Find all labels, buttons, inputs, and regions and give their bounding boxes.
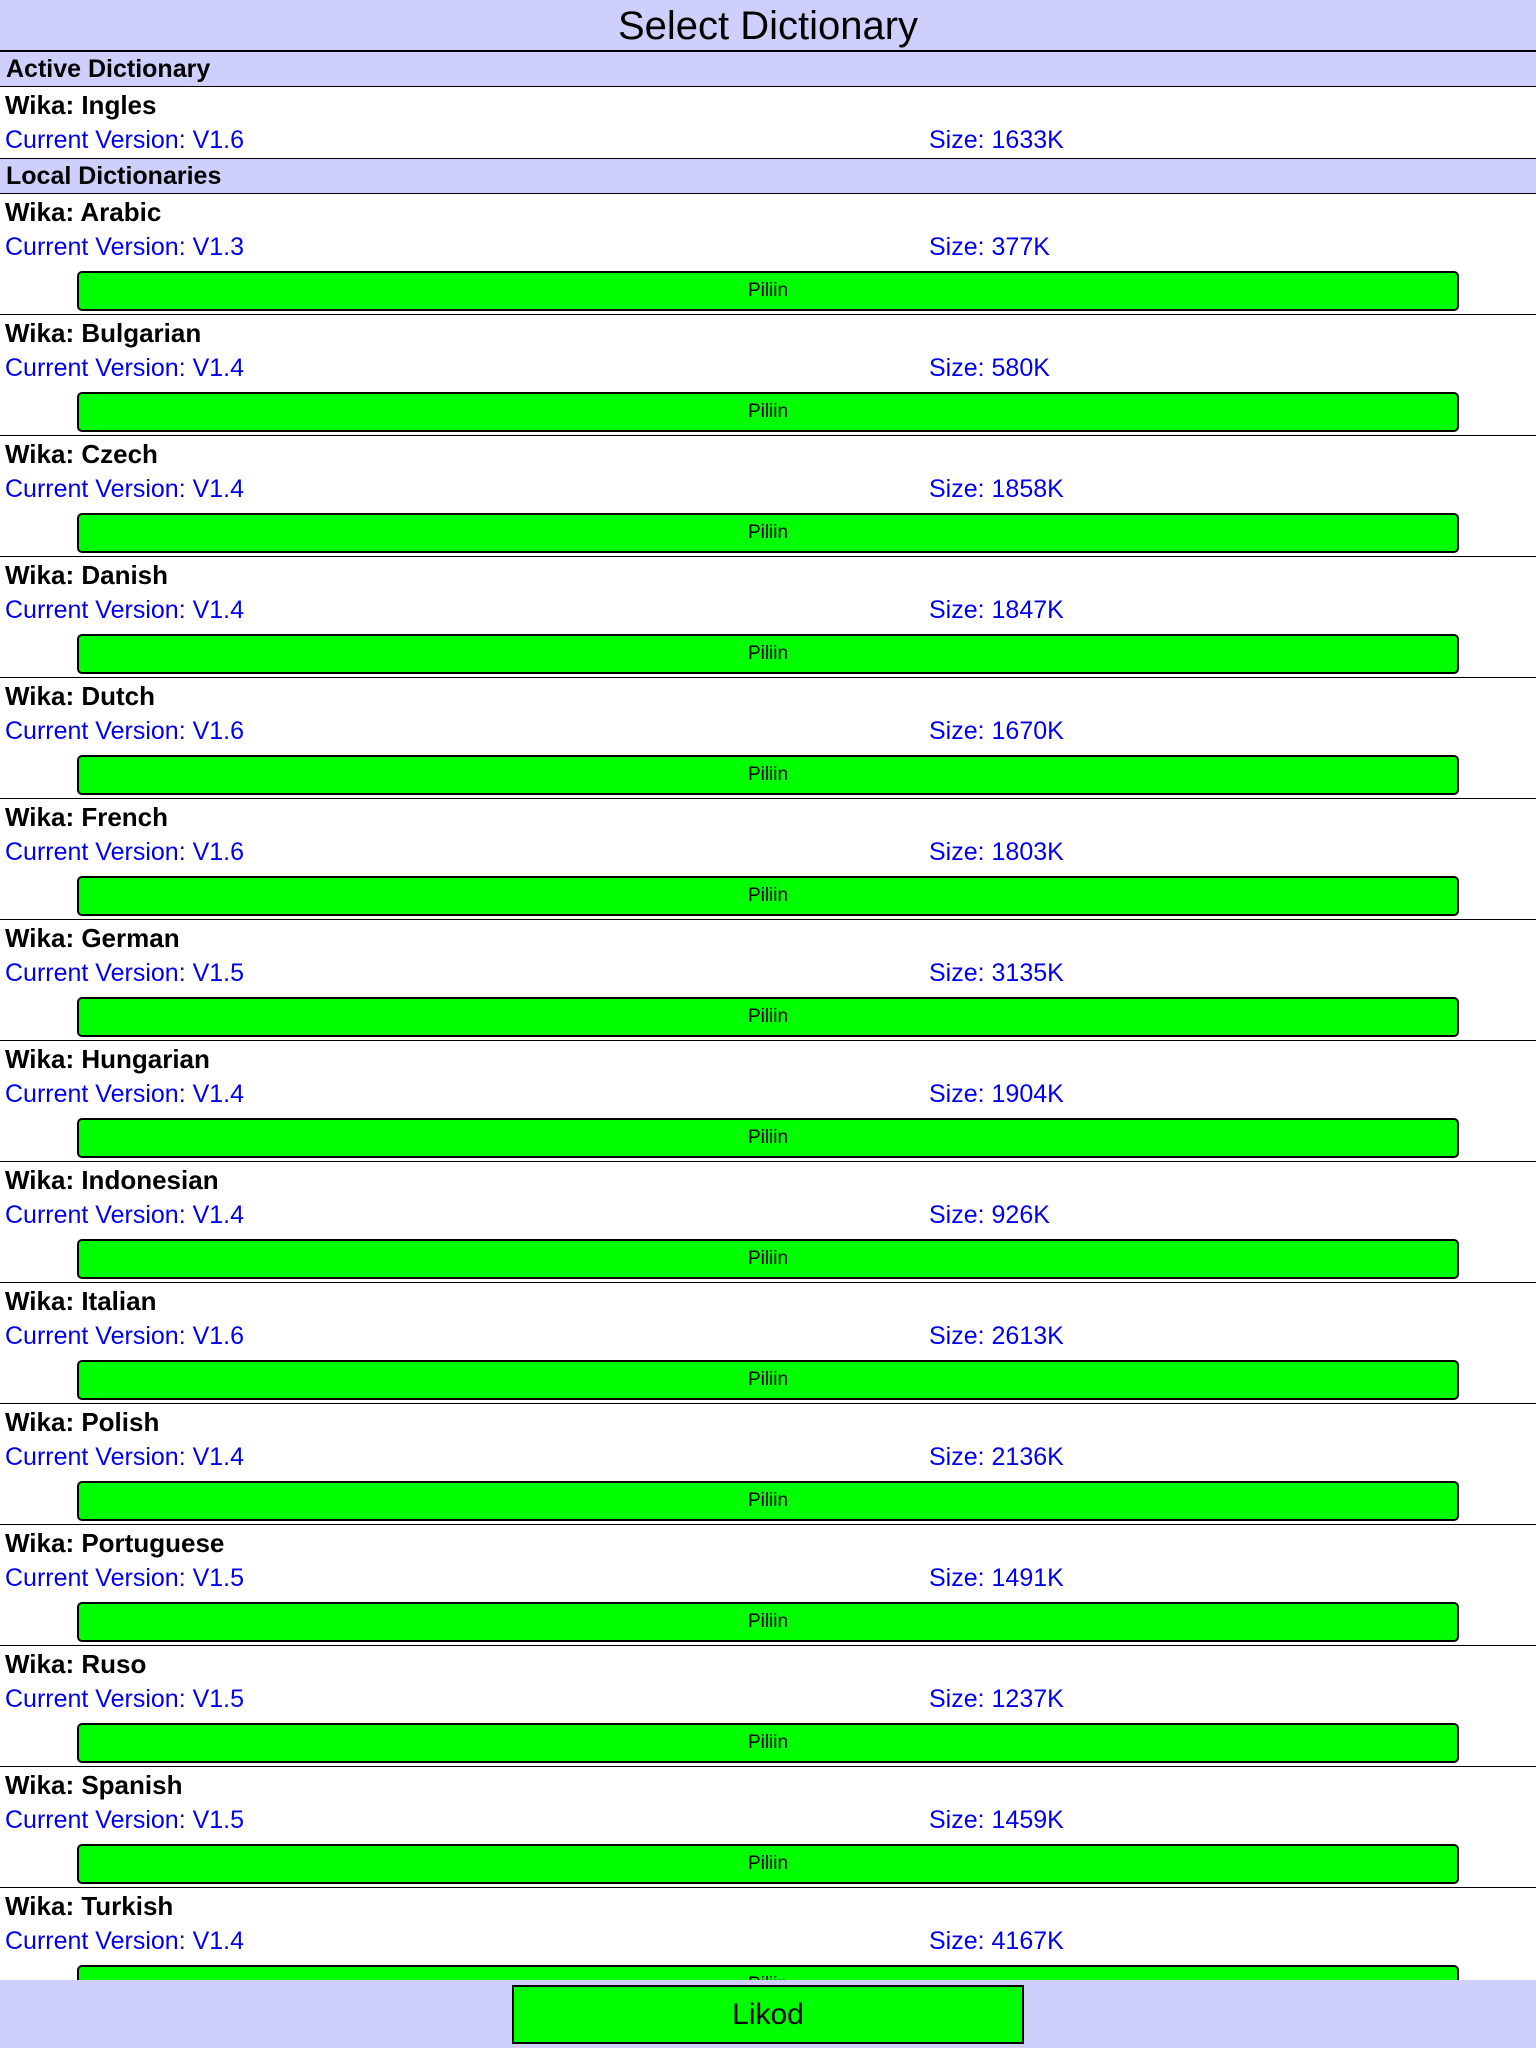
dictionary-name: Wika: Czech — [5, 439, 158, 469]
dictionary-list[interactable] — [0, 52, 1536, 1980]
local-dictionary-item — [0, 1162, 1536, 1283]
dictionary-size: Size: 377K — [929, 233, 1050, 261]
local-dictionary-item — [0, 920, 1536, 1041]
dictionary-name: Wika: Turkish — [5, 1891, 174, 1921]
dictionary-size: Size: 1633K — [929, 126, 1064, 154]
local-dictionary-item — [0, 1646, 1536, 1767]
dictionary-name: Wika: Italian — [5, 1286, 157, 1316]
local-dictionary-item — [0, 1041, 1536, 1162]
local-dictionary-item — [0, 194, 1536, 315]
select-dictionary-button[interactable]: Piliin — [77, 392, 1459, 432]
active-dictionary-header: Active Dictionary — [0, 52, 1536, 87]
local-dictionaries-header: Local Dictionaries — [0, 159, 1536, 194]
dictionary-version: Current Version: V1.5 — [5, 1806, 245, 1834]
dictionary-version: Current Version: V1.4 — [5, 1443, 245, 1471]
dictionary-version: Current Version: V1.4 — [5, 596, 245, 624]
local-dictionary-list — [0, 194, 1536, 2009]
local-dictionary-item — [0, 557, 1536, 678]
dictionary-name: Wika: Ingles — [5, 90, 157, 120]
dictionary-size: Size: 2613K — [929, 1322, 1064, 1350]
dictionary-name: Wika: Indonesian — [5, 1165, 219, 1195]
dictionary-version: Current Version: V1.6 — [5, 1322, 245, 1350]
select-dictionary-button[interactable]: Piliin — [77, 1844, 1459, 1884]
dictionary-size: Size: 1904K — [929, 1080, 1064, 1108]
dictionary-size: Size: 1847K — [929, 596, 1064, 624]
dictionary-name: Wika: Dutch — [5, 681, 155, 711]
dictionary-size: Size: 1491K — [929, 1564, 1064, 1592]
dictionary-version: Current Version: V1.4 — [5, 354, 245, 382]
local-dictionary-item — [0, 1404, 1536, 1525]
dictionary-size: Size: 3135K — [929, 959, 1064, 987]
page-title: Select Dictionary — [0, 0, 1536, 52]
select-dictionary-button[interactable]: Piliin — [77, 1602, 1459, 1642]
dictionary-version: Current Version: V1.6 — [5, 717, 245, 745]
dictionary-name: Wika: Danish — [5, 560, 169, 590]
dictionary-version: Current Version: V1.3 — [5, 233, 245, 261]
dictionary-name: Wika: Bulgarian — [5, 318, 202, 348]
dictionary-version: Current Version: V1.4 — [5, 1080, 245, 1108]
select-dictionary-button[interactable]: Piliin — [77, 513, 1459, 553]
dictionary-version: Current Version: V1.4 — [5, 1201, 245, 1229]
select-dictionary-button[interactable]: Piliin — [77, 1723, 1459, 1763]
select-dictionary-button[interactable]: Piliin — [77, 634, 1459, 674]
select-dictionary-button[interactable]: Piliin — [77, 997, 1459, 1037]
dictionary-size: Size: 580K — [929, 354, 1050, 382]
dictionary-version: Current Version: V1.6 — [5, 126, 245, 154]
dictionary-name: Wika: Polish — [5, 1407, 160, 1437]
back-button[interactable]: Likod — [512, 1985, 1024, 2044]
dictionary-name: Wika: Hungarian — [5, 1044, 210, 1074]
dictionary-size: Size: 1459K — [929, 1806, 1064, 1834]
local-dictionary-item — [0, 678, 1536, 799]
dictionary-size: Size: 4167K — [929, 1927, 1064, 1955]
dictionary-version: Current Version: V1.5 — [5, 959, 245, 987]
dictionary-version: Current Version: V1.4 — [5, 475, 245, 503]
select-dictionary-button[interactable]: Piliin — [77, 755, 1459, 795]
local-dictionary-item — [0, 436, 1536, 557]
local-dictionary-item — [0, 1283, 1536, 1404]
local-dictionary-item — [0, 1525, 1536, 1646]
dictionary-name: Wika: Spanish — [5, 1770, 183, 1800]
dictionary-name: Wika: German — [5, 923, 180, 953]
dictionary-size: Size: 1670K — [929, 717, 1064, 745]
footer-bar — [0, 1980, 1536, 2048]
local-dictionary-item — [0, 799, 1536, 920]
dictionary-name: Wika: Arabic — [5, 197, 162, 227]
local-dictionary-item — [0, 315, 1536, 436]
active-dictionary-item — [0, 87, 1536, 159]
select-dictionary-button[interactable]: Piliin — [77, 1239, 1459, 1279]
dictionary-name: Wika: French — [5, 802, 169, 832]
active-dictionary-list — [0, 87, 1536, 159]
dictionary-version: Current Version: V1.5 — [5, 1685, 245, 1713]
dictionary-version: Current Version: V1.6 — [5, 838, 245, 866]
dictionary-size: Size: 2136K — [929, 1443, 1064, 1471]
dictionary-version: Current Version: V1.5 — [5, 1564, 245, 1592]
select-dictionary-button[interactable]: Piliin — [77, 271, 1459, 311]
select-dictionary-button[interactable]: Piliin — [77, 1481, 1459, 1521]
local-dictionary-item — [0, 1767, 1536, 1888]
select-dictionary-button[interactable]: Piliin — [77, 1360, 1459, 1400]
dictionary-size: Size: 1858K — [929, 475, 1064, 503]
select-dictionary-button[interactable]: Piliin — [77, 876, 1459, 916]
dictionary-size: Size: 926K — [929, 1201, 1050, 1229]
dictionary-size: Size: 1803K — [929, 838, 1064, 866]
dictionary-name: Wika: Portuguese — [5, 1528, 225, 1558]
dictionary-size: Size: 1237K — [929, 1685, 1064, 1713]
dictionary-version: Current Version: V1.4 — [5, 1927, 245, 1955]
select-dictionary-button[interactable]: Piliin — [77, 1118, 1459, 1158]
dictionary-name: Wika: Ruso — [5, 1649, 147, 1679]
